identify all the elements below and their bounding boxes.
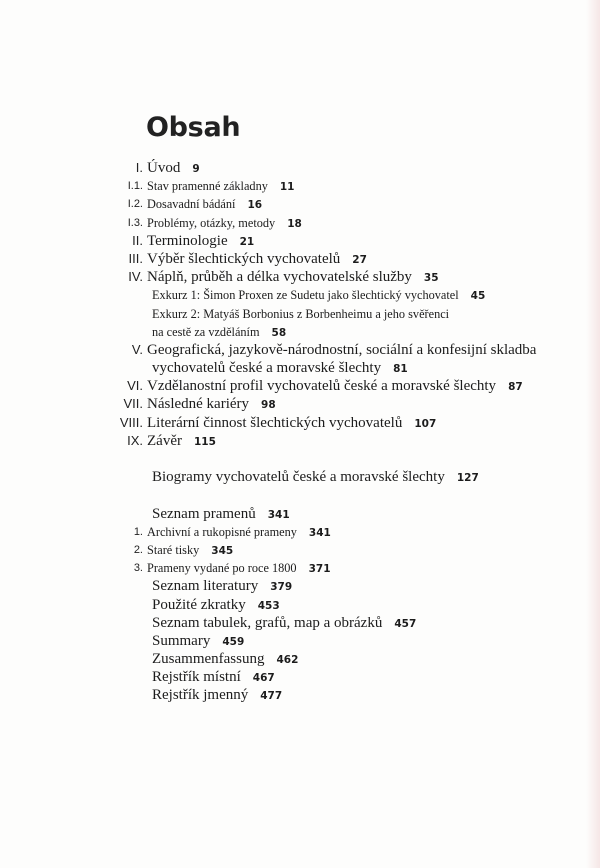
toc-entry-number: I.2. [127, 198, 143, 211]
toc-entry-page: 477 [260, 690, 283, 703]
toc-entry[interactable] [0, 395, 600, 413]
toc-spacer [0, 486, 600, 504]
toc-entry[interactable] [0, 523, 600, 541]
toc-entry-page: 16 [247, 199, 263, 212]
toc-entry-number: 3. [133, 562, 143, 575]
toc-entry-title: Exkurz 2: Matyáš Borbonius z Borbenheimu a jeho svěřenci [152, 306, 450, 321]
toc-entry-title: Staré tisky [147, 542, 200, 557]
toc-entry-number: I.3. [127, 216, 143, 229]
toc-entry-text-wrap [152, 686, 282, 705]
toc-entry-text-wrap [147, 159, 200, 178]
toc-entry-page: 81 [393, 363, 408, 376]
toc-entry-text-wrap [152, 632, 244, 651]
toc-entry[interactable] [0, 668, 600, 686]
toc-entry[interactable] [0, 686, 600, 704]
toc-entry-number: I.1. [127, 180, 143, 193]
toc-entry[interactable] [0, 650, 600, 668]
toc-entry-number: III. [128, 250, 143, 266]
toc-spacer [0, 450, 600, 468]
toc-entry-title: Summary [152, 632, 211, 649]
toc-entry-title: Exkurz 1: Šimon Proxen ze Sudetu jako šlechtický vychovatel [152, 288, 459, 303]
toc-entry-text-wrap [147, 195, 262, 214]
toc-entry[interactable] [0, 323, 600, 341]
toc-entry-page: 11 [279, 181, 295, 194]
toc-entry-title: Prameny vydané po roce 1800 [147, 561, 297, 576]
toc-entry-title: Seznam literatury [152, 578, 259, 595]
toc-entry-number: VI. [127, 378, 143, 394]
toc-entry-title: Stav pramenné základny [147, 179, 268, 194]
toc-entry-number: IX. [127, 432, 143, 448]
toc-entry-title: Použité zkratky [152, 596, 246, 613]
toc-entry-page: 379 [270, 581, 293, 594]
toc-entry-page: 58 [271, 326, 287, 339]
toc-entry-number: VII. [123, 396, 143, 412]
toc-entry-page: 21 [239, 235, 255, 248]
toc-entry[interactable] [0, 596, 600, 614]
toc-entry-title: Vzdělanostní profil vychovatelů české a moravské šlechty [147, 378, 497, 395]
toc-entry[interactable] [0, 250, 600, 268]
toc-entry-title: Dosavadní bádání [147, 197, 236, 212]
toc-entry[interactable] [0, 541, 600, 559]
toc-entry-number: 2. [133, 543, 143, 556]
toc-entry-page: 98 [261, 399, 276, 412]
toc-entry-number: IV. [128, 269, 143, 285]
toc-entry-text-wrap [152, 468, 479, 487]
toc-entry-text-wrap [147, 232, 254, 251]
toc-entry-text-wrap [152, 359, 408, 378]
toc-entry[interactable] [0, 195, 600, 213]
toc-entry-title: Literární činnost šlechtických vychovatelů [147, 414, 403, 431]
toc-entry-text-wrap [152, 614, 416, 633]
toc-entry[interactable] [0, 377, 600, 395]
toc-entry-page: 9 [192, 163, 200, 175]
toc-entry[interactable] [0, 505, 600, 523]
toc-entry-title: Problémy, otázky, metody [147, 215, 276, 230]
toc-entry-title: Terminologie [147, 232, 228, 249]
toc-entry-page: 18 [287, 217, 302, 230]
toc-entry[interactable] [0, 305, 600, 323]
toc-entry-text-wrap [147, 541, 233, 560]
toc-entry-page: 459 [222, 635, 245, 648]
toc-entry[interactable] [0, 432, 600, 450]
table-of-contents [0, 159, 600, 705]
toc-entry-page: 127 [456, 472, 479, 485]
toc-entry-text-wrap [147, 268, 439, 287]
toc-entry-title: Zusammenfassung [152, 651, 265, 668]
page-title: Obsah [146, 112, 241, 143]
toc-entry[interactable] [0, 559, 600, 577]
toc-entry-page: 345 [211, 544, 234, 557]
toc-entry-page: 341 [267, 508, 290, 521]
toc-entry-text-wrap [152, 305, 449, 323]
toc-entry[interactable] [0, 359, 600, 377]
toc-entry-number: V. [131, 341, 143, 357]
toc-entry-page: 371 [308, 563, 331, 576]
toc-entry-page: 27 [352, 253, 367, 266]
toc-entry-text-wrap [147, 177, 295, 196]
toc-entry-page: 107 [414, 417, 437, 430]
toc-entry-title: Biogramy vychovatelů české a moravské šlechty [152, 469, 445, 486]
toc-entry-text-wrap [152, 577, 292, 596]
toc-entry-title: Úvod [147, 160, 181, 176]
toc-entry-page: 341 [308, 526, 331, 539]
toc-entry[interactable] [0, 159, 600, 177]
toc-entry-title: vychovatelů české a moravské šlechty [152, 360, 382, 377]
toc-entry-text-wrap [147, 414, 436, 433]
toc-entry-number: I. [135, 160, 143, 175]
toc-entry-title: Závěr [147, 432, 182, 449]
toc-entry-title: na cestě za vzděláním [152, 324, 260, 339]
toc-entry-number: 1. [133, 525, 143, 538]
toc-entry-text-wrap [147, 377, 523, 396]
toc-entry-text-wrap [147, 523, 331, 542]
toc-entry-text-wrap [147, 214, 302, 233]
toc-entry-text-wrap [147, 250, 367, 269]
toc-entry[interactable] [0, 341, 600, 359]
toc-entry-page: 87 [508, 381, 523, 394]
toc-entry-title: Rejstřík místní [152, 669, 241, 686]
toc-entry-text-wrap [147, 559, 331, 578]
toc-entry-page: 453 [257, 599, 280, 612]
toc-entry[interactable] [0, 577, 600, 595]
toc-entry[interactable] [0, 214, 600, 232]
toc-entry-page: 462 [276, 654, 299, 667]
toc-entry-number: VIII. [119, 414, 143, 430]
toc-entry-title: Následné kariéry [147, 396, 250, 413]
toc-entry[interactable] [0, 268, 600, 286]
toc-entry-title: Výběr šlechtických vychovatelů [147, 250, 341, 267]
toc-entry[interactable] [0, 614, 600, 632]
toc-entry-page: 115 [193, 435, 216, 448]
toc-entry[interactable] [0, 286, 600, 304]
toc-entry-title: Náplň, průběh a délka vychovatelské služby [147, 269, 412, 286]
toc-entry-title: Seznam pramenů [152, 505, 256, 522]
toc-entry-text-wrap [147, 341, 536, 359]
toc-entry-page: 35 [423, 272, 439, 285]
toc-entry-text-wrap [152, 650, 298, 669]
toc-entry[interactable] [0, 632, 600, 650]
toc-entry-text-wrap [152, 505, 290, 524]
toc-entry-text-wrap [152, 596, 280, 615]
toc-entry-text-wrap [152, 286, 485, 305]
toc-entry-title: Geografická, jazykově-národnostní, sociální a konfesijní skladba [147, 341, 537, 358]
toc-entry-text-wrap [147, 395, 276, 414]
toc-entry-text-wrap [152, 668, 275, 687]
toc-entry-page: 457 [394, 617, 417, 630]
toc-entry-title: Archivní a rukopisné prameny [147, 524, 297, 539]
toc-entry[interactable] [0, 468, 600, 486]
toc-entry-number: II. [132, 232, 143, 248]
toc-entry-text-wrap [152, 323, 286, 342]
toc-entry-page: 45 [470, 290, 486, 303]
toc-entry[interactable] [0, 414, 600, 432]
toc-entry-title: Rejstřík jmenný [152, 687, 249, 704]
toc-entry-title: Seznam tabulek, grafů, map a obrázků [152, 614, 383, 631]
toc-entry[interactable] [0, 177, 600, 195]
toc-entry-page: 467 [252, 672, 275, 685]
toc-entry[interactable] [0, 232, 600, 250]
toc-entry-text-wrap [147, 432, 216, 451]
